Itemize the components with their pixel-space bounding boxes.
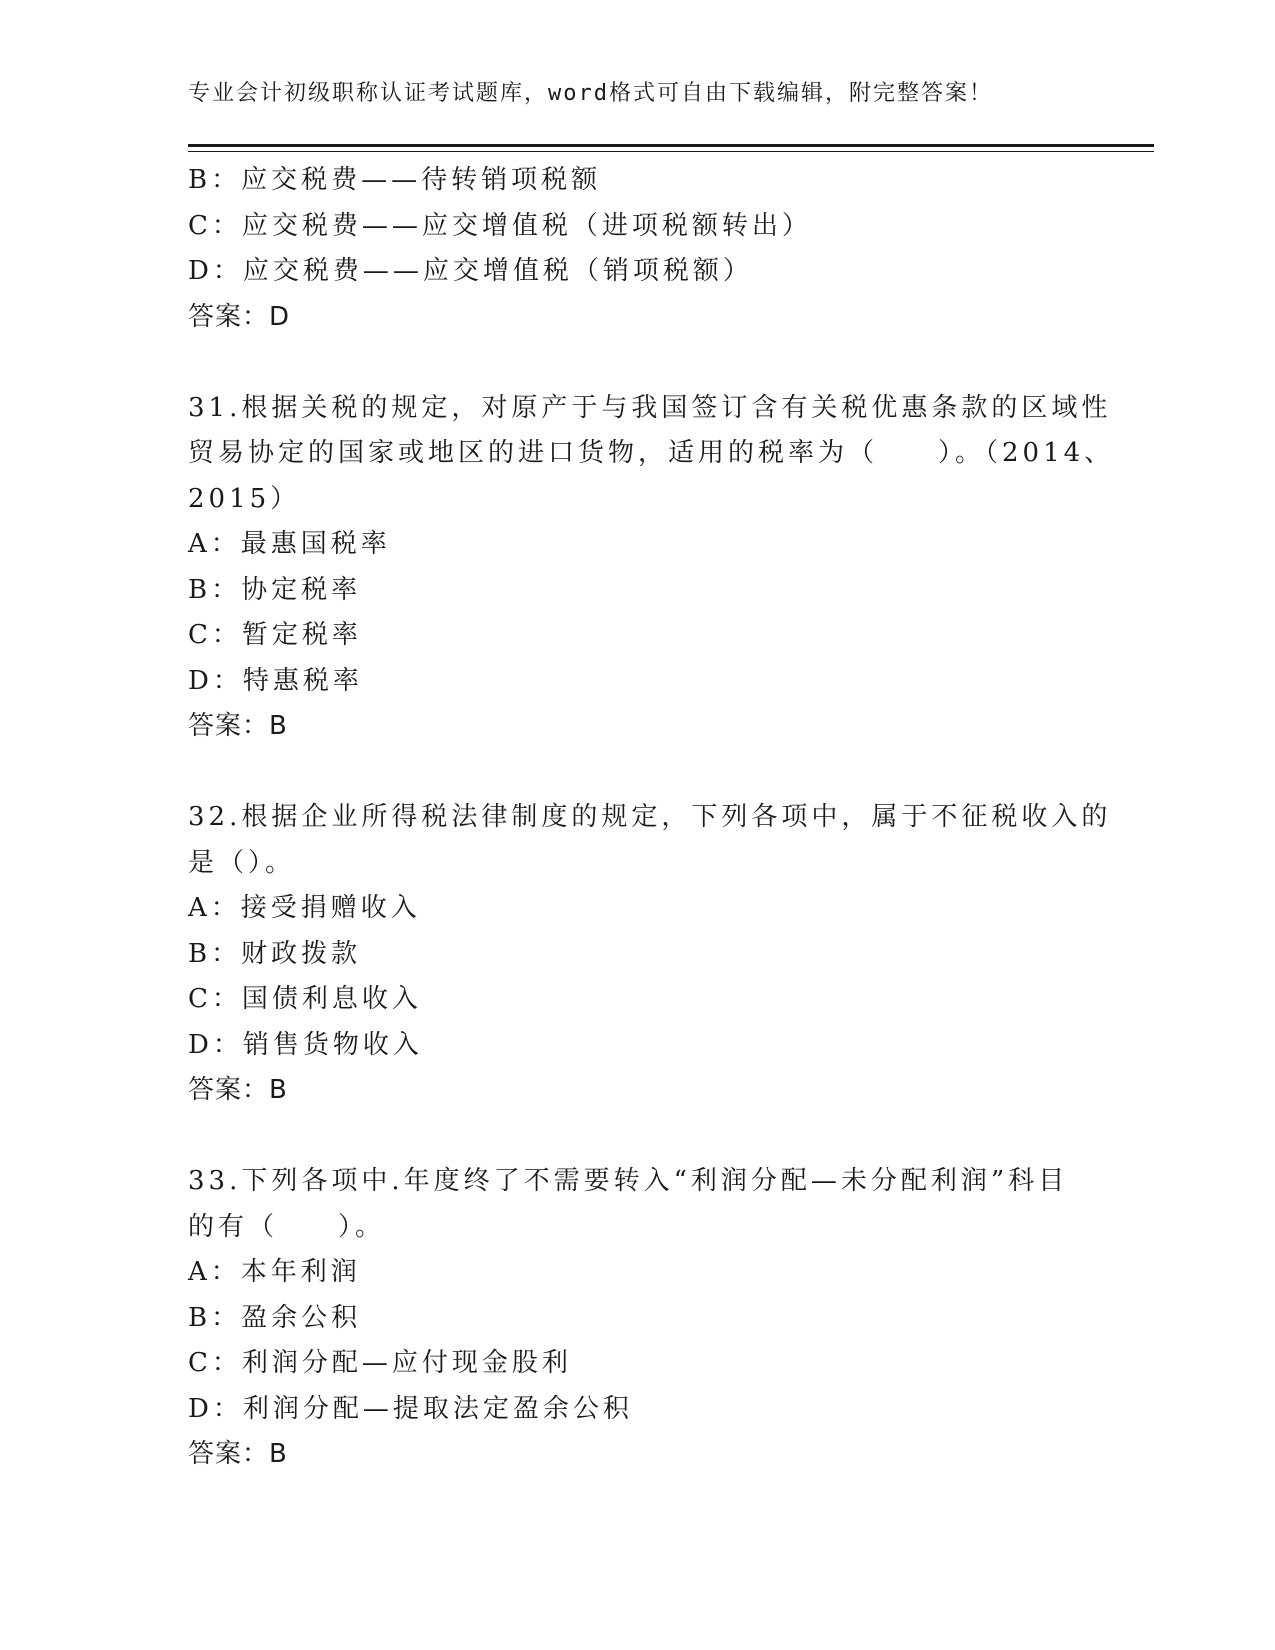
option-a: A：接受捐赠收入 xyxy=(188,893,421,923)
option-c: C：利润分配—应付现金股利 xyxy=(188,1348,572,1378)
question-stem-line: 2015） xyxy=(188,483,301,514)
option-c: C：暂定税率 xyxy=(188,620,362,650)
option-c: C：国债利息收入 xyxy=(188,984,422,1014)
answer-line: 答案：B xyxy=(188,1439,288,1469)
option-a: A：本年利润 xyxy=(188,1257,361,1287)
option-d: D：销售货物收入 xyxy=(188,1029,423,1060)
option-c: C：应交税费——应交增值税（进项税额转出） xyxy=(188,210,812,241)
question-32 xyxy=(188,795,1112,1114)
header-rule-thin xyxy=(188,151,1154,152)
option-b: B：盈余公积 xyxy=(188,1302,362,1333)
document-body xyxy=(188,158,1115,1478)
option-b: B：财政拨款 xyxy=(188,938,362,969)
spacer xyxy=(188,1114,1088,1160)
option-b: B：协定税率 xyxy=(188,574,362,605)
answer-line: 答案：B xyxy=(188,1075,288,1105)
question-31 xyxy=(188,386,1115,750)
question-stem-line: 32.根据企业所得税法律制度的规定，下列各项中，属于不征税收入的 xyxy=(188,802,1112,832)
question-stem-line: 33.下列各项中.年度终了不需要转入“利润分配—未分配利润”科目 xyxy=(188,1166,1069,1196)
spacer xyxy=(188,750,1088,796)
question-stem-line: 31.根据关税的规定，对原产于与我国签订含有关税优惠条款的区域性 xyxy=(188,392,1112,423)
header-rule-thick xyxy=(188,144,1154,147)
option-b: B：应交税费——待转销项税额 xyxy=(188,165,602,195)
question-stem-line: 是（）。 xyxy=(188,847,296,878)
option-d: D：特惠税率 xyxy=(188,665,363,696)
option-d: D：利润分配—提取法定盈余公积 xyxy=(188,1393,633,1424)
option-d: D：应交税费——应交增值税（销项税额） xyxy=(188,256,753,286)
answer-line: 答案：D xyxy=(188,301,291,332)
page-header: 专业会计初级职称认证考试题库，word格式可自由下载编辑，附完整答案！ xyxy=(188,81,993,106)
question-33 xyxy=(188,1159,1088,1478)
question-stem-line: 贸易协定的国家或地区的进口货物，适用的税率为（ ）。（2014、 xyxy=(188,438,1115,468)
question-stem-line: 的有（ ）。 xyxy=(188,1211,386,1242)
answer-line: 答案：B xyxy=(188,711,288,741)
question-30-continued xyxy=(188,158,1088,340)
spacer xyxy=(188,340,1088,386)
option-a: A：最惠国税率 xyxy=(188,529,391,559)
